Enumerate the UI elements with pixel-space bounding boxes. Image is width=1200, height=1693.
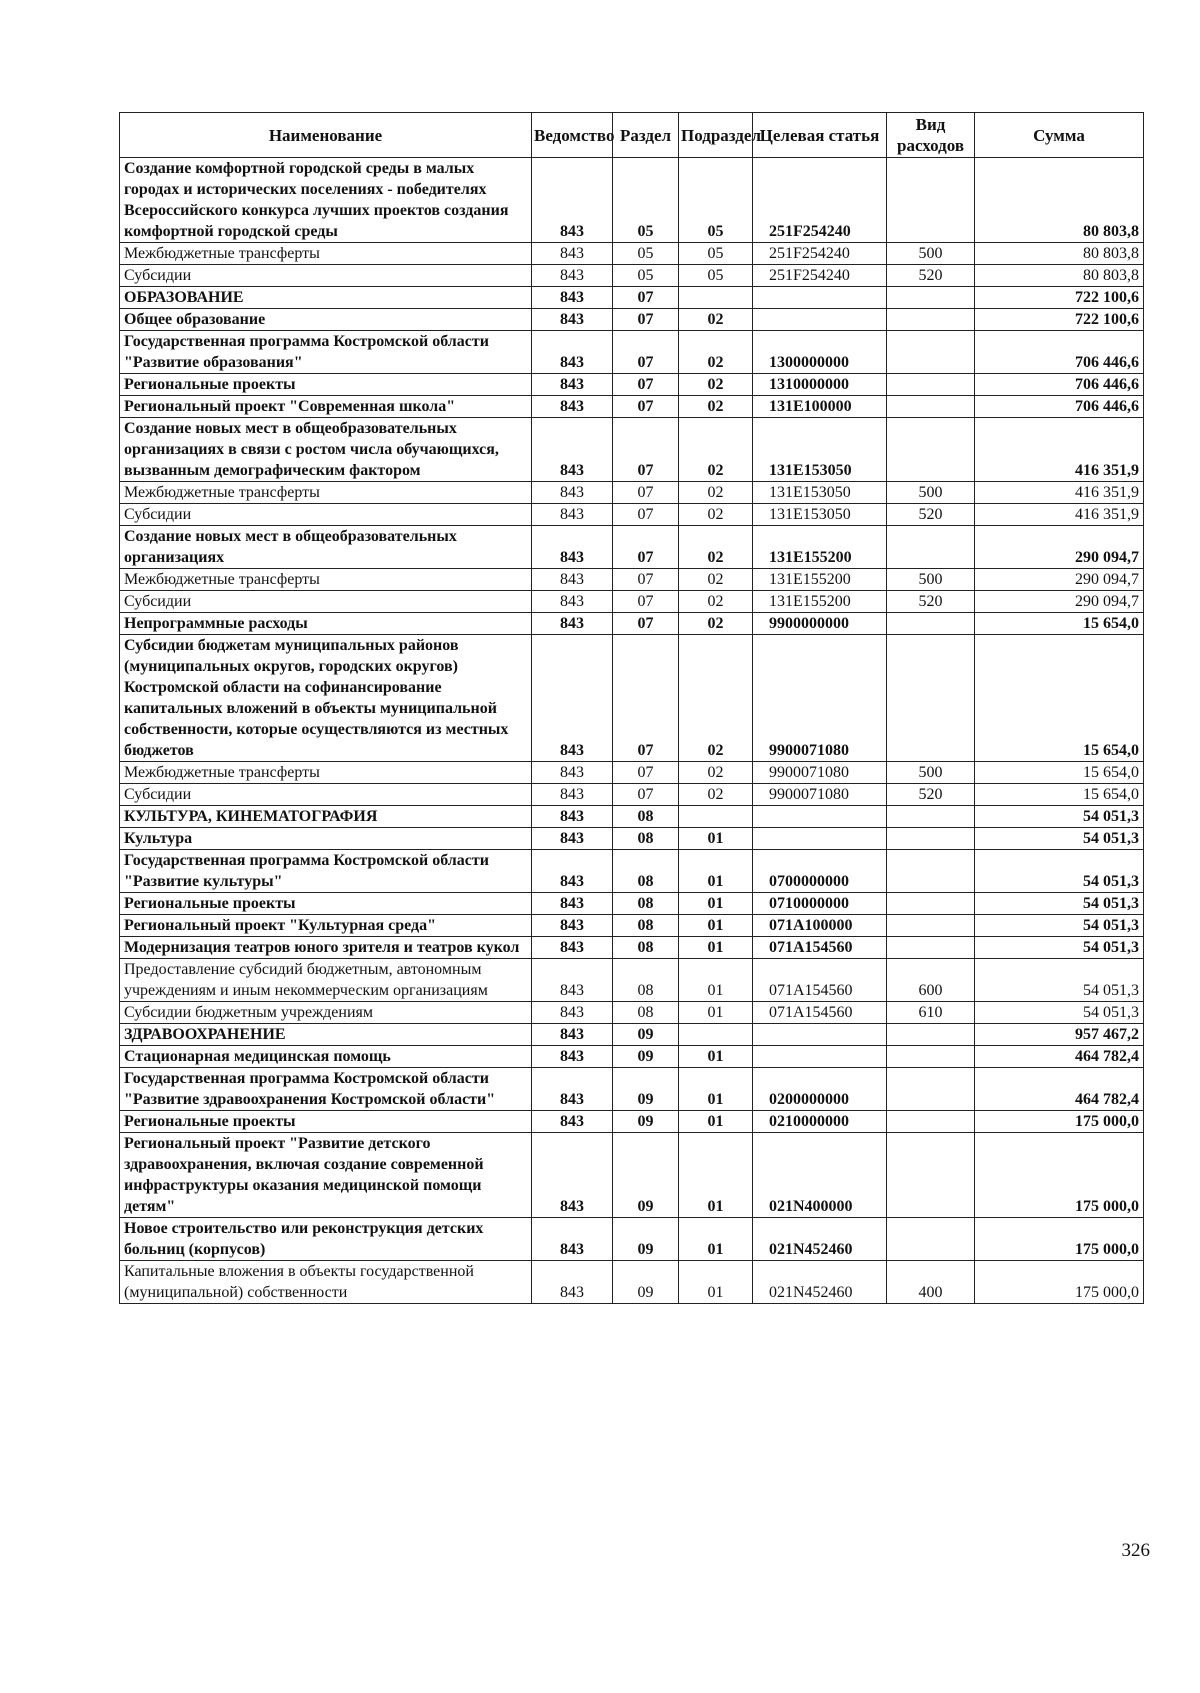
table-row <box>120 1046 1144 1068</box>
cell-tselevaya-statya: 1300000000 <box>753 331 887 374</box>
table-row <box>120 1111 1144 1133</box>
table-row <box>120 1024 1144 1046</box>
table-row <box>120 613 1144 635</box>
table-row <box>120 158 1144 243</box>
cell-vedomstvo: 843 <box>532 1002 613 1024</box>
cell-vid-raskhodov: 520 <box>887 591 975 613</box>
cell-razdel: 09 <box>613 1024 679 1046</box>
cell-razdel: 07 <box>613 784 679 806</box>
cell-summa: 706 446,6 <box>975 374 1144 396</box>
cell-vedomstvo: 843 <box>532 893 613 915</box>
table-row <box>120 243 1144 265</box>
cell-vid-raskhodov <box>887 1024 975 1046</box>
cell-tselevaya-statya <box>753 309 887 331</box>
cell-tselevaya-statya <box>753 1046 887 1068</box>
cell-razdel: 08 <box>613 1002 679 1024</box>
cell-vid-raskhodov <box>887 937 975 959</box>
cell-summa: 54 051,3 <box>975 915 1144 937</box>
cell-name: Региональный проект "Развитие детского здравоохранения, включая создание современной инфраструктуры оказания медицинской помощи детям" <box>120 1133 532 1218</box>
cell-vid-raskhodov <box>887 635 975 762</box>
cell-tselevaya-statya: 071A154560 <box>753 959 887 1002</box>
cell-podrazdel: 05 <box>679 243 753 265</box>
cell-tselevaya-statya: 021N400000 <box>753 1133 887 1218</box>
cell-vid-raskhodov: 500 <box>887 762 975 784</box>
table-row <box>120 331 1144 374</box>
table-row <box>120 1068 1144 1111</box>
cell-razdel: 07 <box>613 526 679 569</box>
cell-vid-raskhodov <box>887 850 975 893</box>
cell-vid-raskhodov <box>887 893 975 915</box>
cell-name: Капитальные вложения в объекты государственной (муниципальной) собственности <box>120 1261 532 1304</box>
table-row <box>120 959 1144 1002</box>
cell-tselevaya-statya: 131E153050 <box>753 418 887 482</box>
cell-tselevaya-statya <box>753 806 887 828</box>
table-body <box>120 158 1144 1304</box>
cell-podrazdel <box>679 806 753 828</box>
cell-vid-raskhodov <box>887 1133 975 1218</box>
header-razdel: Раздел <box>613 113 679 158</box>
cell-razdel: 07 <box>613 309 679 331</box>
cell-vedomstvo: 843 <box>532 613 613 635</box>
cell-tselevaya-statya: 131E153050 <box>753 504 887 526</box>
cell-vedomstvo: 843 <box>532 396 613 418</box>
cell-podrazdel: 01 <box>679 1046 753 1068</box>
cell-razdel: 07 <box>613 287 679 309</box>
cell-razdel: 08 <box>613 937 679 959</box>
cell-name: Межбюджетные трансферты <box>120 762 532 784</box>
cell-summa: 80 803,8 <box>975 265 1144 287</box>
cell-vid-raskhodov <box>887 526 975 569</box>
table-row <box>120 418 1144 482</box>
cell-name: Создание новых мест в общеобразовательных организациях в связи с ростом числа обучающихся, вызванным демографическим фактором <box>120 418 532 482</box>
table-row <box>120 1261 1144 1304</box>
table-row <box>120 828 1144 850</box>
header-tselevaya-statya: Целевая статья <box>753 113 887 158</box>
cell-vid-raskhodov <box>887 1218 975 1261</box>
cell-vedomstvo: 843 <box>532 591 613 613</box>
cell-vedomstvo: 843 <box>532 1046 613 1068</box>
cell-summa: 722 100,6 <box>975 287 1144 309</box>
cell-vedomstvo: 843 <box>532 1218 613 1261</box>
cell-tselevaya-statya: 021N452460 <box>753 1218 887 1261</box>
cell-name: Модернизация театров юного зрителя и театров кукол <box>120 937 532 959</box>
cell-podrazdel: 01 <box>679 828 753 850</box>
cell-razdel: 08 <box>613 915 679 937</box>
cell-name: Межбюджетные трансферты <box>120 482 532 504</box>
cell-summa: 54 051,3 <box>975 893 1144 915</box>
cell-vid-raskhodov: 520 <box>887 265 975 287</box>
cell-summa: 54 051,3 <box>975 828 1144 850</box>
table-row <box>120 784 1144 806</box>
cell-name: Государственная программа Костромской области "Развитие здравоохранения Костромской области" <box>120 1068 532 1111</box>
cell-vedomstvo: 843 <box>532 504 613 526</box>
header-vedomstvo: Ведомство <box>532 113 613 158</box>
cell-podrazdel: 01 <box>679 1133 753 1218</box>
table-row <box>120 850 1144 893</box>
cell-name: Предоставление субсидий бюджетным, автономным учреждениям и иным некоммерческим организациям <box>120 959 532 1002</box>
cell-vid-raskhodov: 500 <box>887 243 975 265</box>
cell-razdel: 07 <box>613 331 679 374</box>
cell-summa: 175 000,0 <box>975 1111 1144 1133</box>
cell-summa: 175 000,0 <box>975 1261 1144 1304</box>
cell-podrazdel <box>679 1024 753 1046</box>
cell-name: ЗДРАВООХРАНЕНИЕ <box>120 1024 532 1046</box>
table-row <box>120 526 1144 569</box>
cell-summa: 416 351,9 <box>975 482 1144 504</box>
cell-vedomstvo: 843 <box>532 331 613 374</box>
table-row <box>120 806 1144 828</box>
cell-vedomstvo: 843 <box>532 309 613 331</box>
cell-podrazdel: 01 <box>679 1218 753 1261</box>
table-row <box>120 569 1144 591</box>
cell-tselevaya-statya: 9900000000 <box>753 613 887 635</box>
cell-vedomstvo: 843 <box>532 937 613 959</box>
cell-summa: 80 803,8 <box>975 243 1144 265</box>
cell-name: ОБРАЗОВАНИЕ <box>120 287 532 309</box>
cell-tselevaya-statya: 071A154560 <box>753 1002 887 1024</box>
cell-podrazdel: 02 <box>679 762 753 784</box>
cell-name: Региональные проекты <box>120 1111 532 1133</box>
cell-vedomstvo: 843 <box>532 959 613 1002</box>
cell-vid-raskhodov <box>887 828 975 850</box>
cell-vid-raskhodov: 600 <box>887 959 975 1002</box>
cell-vid-raskhodov: 500 <box>887 482 975 504</box>
cell-name: Региональный проект "Современная школа" <box>120 396 532 418</box>
cell-vedomstvo: 843 <box>532 243 613 265</box>
cell-podrazdel: 02 <box>679 613 753 635</box>
cell-summa: 957 467,2 <box>975 1024 1144 1046</box>
table-row <box>120 1133 1144 1218</box>
cell-vid-raskhodov <box>887 158 975 243</box>
cell-vedomstvo: 843 <box>532 1068 613 1111</box>
cell-vedomstvo: 843 <box>532 1133 613 1218</box>
table-row <box>120 287 1144 309</box>
cell-tselevaya-statya <box>753 828 887 850</box>
cell-tselevaya-statya: 0210000000 <box>753 1111 887 1133</box>
cell-razdel: 08 <box>613 806 679 828</box>
cell-summa: 722 100,6 <box>975 309 1144 331</box>
cell-name: Субсидии бюджетам муниципальных районов (муниципальных округов, городских округов) Костромской области на софинансирование капитальных вложений в объекты муниципальной собственности, которые осуществляются из местных бюджетов <box>120 635 532 762</box>
cell-razdel: 09 <box>613 1111 679 1133</box>
cell-razdel: 08 <box>613 893 679 915</box>
table-row <box>120 309 1144 331</box>
cell-vid-raskhodov <box>887 1046 975 1068</box>
header-summa: Сумма <box>975 113 1144 158</box>
cell-name: Культура <box>120 828 532 850</box>
cell-tselevaya-statya: 251F254240 <box>753 158 887 243</box>
cell-podrazdel: 01 <box>679 1261 753 1304</box>
header-name: Наименование <box>120 113 532 158</box>
cell-tselevaya-statya: 1310000000 <box>753 374 887 396</box>
cell-tselevaya-statya <box>753 287 887 309</box>
cell-name: Непрограммные расходы <box>120 613 532 635</box>
cell-name: Региональные проекты <box>120 374 532 396</box>
cell-vedomstvo: 843 <box>532 158 613 243</box>
cell-podrazdel: 02 <box>679 784 753 806</box>
cell-name: Новое строительство или реконструкция детских больниц (корпусов) <box>120 1218 532 1261</box>
table-row <box>120 635 1144 762</box>
cell-name: Субсидии <box>120 504 532 526</box>
cell-vid-raskhodov <box>887 309 975 331</box>
cell-tselevaya-statya: 131E155200 <box>753 569 887 591</box>
cell-razdel: 07 <box>613 635 679 762</box>
cell-name: Региональные проекты <box>120 893 532 915</box>
cell-name: Межбюджетные трансферты <box>120 243 532 265</box>
cell-razdel: 09 <box>613 1133 679 1218</box>
cell-podrazdel: 05 <box>679 265 753 287</box>
cell-name: Субсидии бюджетным учреждениям <box>120 1002 532 1024</box>
cell-tselevaya-statya: 251F254240 <box>753 243 887 265</box>
cell-vedomstvo: 843 <box>532 1024 613 1046</box>
cell-summa: 175 000,0 <box>975 1133 1144 1218</box>
cell-summa: 54 051,3 <box>975 850 1144 893</box>
cell-podrazdel: 02 <box>679 504 753 526</box>
cell-razdel: 08 <box>613 959 679 1002</box>
cell-name: Создание новых мест в общеобразовательных организациях <box>120 526 532 569</box>
cell-podrazdel: 02 <box>679 418 753 482</box>
cell-podrazdel: 01 <box>679 1068 753 1111</box>
cell-vedomstvo: 843 <box>532 784 613 806</box>
cell-summa: 54 051,3 <box>975 1002 1144 1024</box>
cell-vid-raskhodov <box>887 915 975 937</box>
cell-name: Государственная программа Костромской области "Развитие образования" <box>120 331 532 374</box>
cell-vid-raskhodov <box>887 374 975 396</box>
cell-summa: 706 446,6 <box>975 331 1144 374</box>
cell-summa: 15 654,0 <box>975 635 1144 762</box>
cell-vedomstvo: 843 <box>532 828 613 850</box>
cell-vid-raskhodov <box>887 806 975 828</box>
table-row <box>120 504 1144 526</box>
table-row <box>120 591 1144 613</box>
cell-podrazdel: 02 <box>679 569 753 591</box>
cell-tselevaya-statya <box>753 1024 887 1046</box>
cell-podrazdel: 01 <box>679 937 753 959</box>
cell-name: Государственная программа Костромской области "Развитие культуры" <box>120 850 532 893</box>
cell-vid-raskhodov <box>887 613 975 635</box>
cell-vid-raskhodov: 520 <box>887 504 975 526</box>
cell-vid-raskhodov: 400 <box>887 1261 975 1304</box>
cell-summa: 175 000,0 <box>975 1218 1144 1261</box>
table-row <box>120 915 1144 937</box>
cell-tselevaya-statya: 071A100000 <box>753 915 887 937</box>
cell-name: КУЛЬТУРА, КИНЕМАТОГРАФИЯ <box>120 806 532 828</box>
cell-summa: 416 351,9 <box>975 418 1144 482</box>
cell-tselevaya-statya: 0710000000 <box>753 893 887 915</box>
cell-razdel: 09 <box>613 1046 679 1068</box>
table-row <box>120 374 1144 396</box>
cell-razdel: 05 <box>613 265 679 287</box>
cell-tselevaya-statya: 131E100000 <box>753 396 887 418</box>
table-header-row <box>120 113 1144 158</box>
cell-vedomstvo: 843 <box>532 635 613 762</box>
cell-vid-raskhodov: 500 <box>887 569 975 591</box>
cell-podrazdel: 01 <box>679 1111 753 1133</box>
cell-tselevaya-statya: 0200000000 <box>753 1068 887 1111</box>
cell-name: Субсидии <box>120 591 532 613</box>
cell-tselevaya-statya: 0700000000 <box>753 850 887 893</box>
cell-razdel: 07 <box>613 482 679 504</box>
cell-razdel: 07 <box>613 374 679 396</box>
cell-podrazdel: 05 <box>679 158 753 243</box>
cell-vid-raskhodov: 610 <box>887 1002 975 1024</box>
cell-vedomstvo: 843 <box>532 762 613 784</box>
cell-razdel: 09 <box>613 1068 679 1111</box>
cell-tselevaya-statya: 9900071080 <box>753 762 887 784</box>
cell-vedomstvo: 843 <box>532 526 613 569</box>
cell-name: Субсидии <box>120 784 532 806</box>
cell-vid-raskhodov <box>887 418 975 482</box>
table-row <box>120 1218 1144 1261</box>
cell-podrazdel: 02 <box>679 482 753 504</box>
cell-summa: 290 094,7 <box>975 569 1144 591</box>
budget-table <box>119 112 1144 1304</box>
cell-podrazdel: 02 <box>679 331 753 374</box>
cell-tselevaya-statya: 251F254240 <box>753 265 887 287</box>
header-podrazdel: Подраздел <box>679 113 753 158</box>
cell-summa: 15 654,0 <box>975 784 1144 806</box>
cell-podrazdel: 02 <box>679 591 753 613</box>
cell-vedomstvo: 843 <box>532 569 613 591</box>
cell-name: Субсидии <box>120 265 532 287</box>
cell-razdel: 09 <box>613 1261 679 1304</box>
cell-vedomstvo: 843 <box>532 1261 613 1304</box>
cell-tselevaya-statya: 131E155200 <box>753 526 887 569</box>
cell-summa: 290 094,7 <box>975 591 1144 613</box>
cell-razdel: 07 <box>613 591 679 613</box>
cell-name: Создание комфортной городской среды в малых городах и исторических поселениях - победителях Всероссийского конкурса лучших проектов создания комфортной городской среды <box>120 158 532 243</box>
cell-tselevaya-statya: 131E153050 <box>753 482 887 504</box>
cell-vedomstvo: 843 <box>532 374 613 396</box>
cell-vid-raskhodov: 520 <box>887 784 975 806</box>
cell-razdel: 05 <box>613 158 679 243</box>
cell-vedomstvo: 843 <box>532 418 613 482</box>
table-row <box>120 937 1144 959</box>
cell-podrazdel: 02 <box>679 374 753 396</box>
cell-summa: 706 446,6 <box>975 396 1144 418</box>
cell-summa: 54 051,3 <box>975 959 1144 1002</box>
cell-tselevaya-statya: 131E155200 <box>753 591 887 613</box>
cell-vedomstvo: 843 <box>532 1111 613 1133</box>
cell-razdel: 07 <box>613 418 679 482</box>
cell-vedomstvo: 843 <box>532 482 613 504</box>
cell-summa: 80 803,8 <box>975 158 1144 243</box>
cell-razdel: 08 <box>613 850 679 893</box>
cell-razdel: 09 <box>613 1218 679 1261</box>
cell-name: Стационарная медицинская помощь <box>120 1046 532 1068</box>
cell-summa: 54 051,3 <box>975 937 1144 959</box>
table-row <box>120 265 1144 287</box>
table-row <box>120 482 1144 504</box>
cell-razdel: 07 <box>613 762 679 784</box>
cell-vid-raskhodov <box>887 1111 975 1133</box>
header-vid-raskhodov: Вид расходов <box>887 113 975 158</box>
cell-summa: 464 782,4 <box>975 1046 1144 1068</box>
table-row <box>120 396 1144 418</box>
cell-name: Региональный проект "Культурная среда" <box>120 915 532 937</box>
cell-podrazdel <box>679 287 753 309</box>
cell-tselevaya-statya: 9900071080 <box>753 635 887 762</box>
cell-podrazdel: 02 <box>679 396 753 418</box>
cell-razdel: 05 <box>613 243 679 265</box>
cell-podrazdel: 01 <box>679 1002 753 1024</box>
cell-razdel: 07 <box>613 569 679 591</box>
cell-razdel: 07 <box>613 396 679 418</box>
cell-vedomstvo: 843 <box>532 287 613 309</box>
cell-podrazdel: 02 <box>679 635 753 762</box>
cell-vedomstvo: 843 <box>532 265 613 287</box>
cell-summa: 290 094,7 <box>975 526 1144 569</box>
table-row <box>120 893 1144 915</box>
cell-summa: 54 051,3 <box>975 806 1144 828</box>
cell-summa: 416 351,9 <box>975 504 1144 526</box>
cell-tselevaya-statya: 9900071080 <box>753 784 887 806</box>
cell-podrazdel: 01 <box>679 850 753 893</box>
cell-podrazdel: 01 <box>679 915 753 937</box>
cell-vid-raskhodov <box>887 287 975 309</box>
cell-vid-raskhodov <box>887 1068 975 1111</box>
page-number: 326 <box>1121 1540 1150 1561</box>
cell-podrazdel: 01 <box>679 893 753 915</box>
cell-podrazdel: 02 <box>679 526 753 569</box>
cell-vid-raskhodov <box>887 396 975 418</box>
cell-tselevaya-statya: 071A154560 <box>753 937 887 959</box>
cell-name: Межбюджетные трансферты <box>120 569 532 591</box>
cell-summa: 464 782,4 <box>975 1068 1144 1111</box>
cell-summa: 15 654,0 <box>975 613 1144 635</box>
cell-summa: 15 654,0 <box>975 762 1144 784</box>
cell-vedomstvo: 843 <box>532 850 613 893</box>
cell-razdel: 07 <box>613 613 679 635</box>
table-row <box>120 762 1144 784</box>
cell-podrazdel: 02 <box>679 309 753 331</box>
table-row <box>120 1002 1144 1024</box>
cell-razdel: 07 <box>613 504 679 526</box>
cell-vedomstvo: 843 <box>532 915 613 937</box>
cell-name: Общее образование <box>120 309 532 331</box>
cell-vedomstvo: 843 <box>532 806 613 828</box>
cell-vid-raskhodov <box>887 331 975 374</box>
cell-tselevaya-statya: 021N452460 <box>753 1261 887 1304</box>
cell-razdel: 08 <box>613 828 679 850</box>
cell-podrazdel: 01 <box>679 959 753 1002</box>
